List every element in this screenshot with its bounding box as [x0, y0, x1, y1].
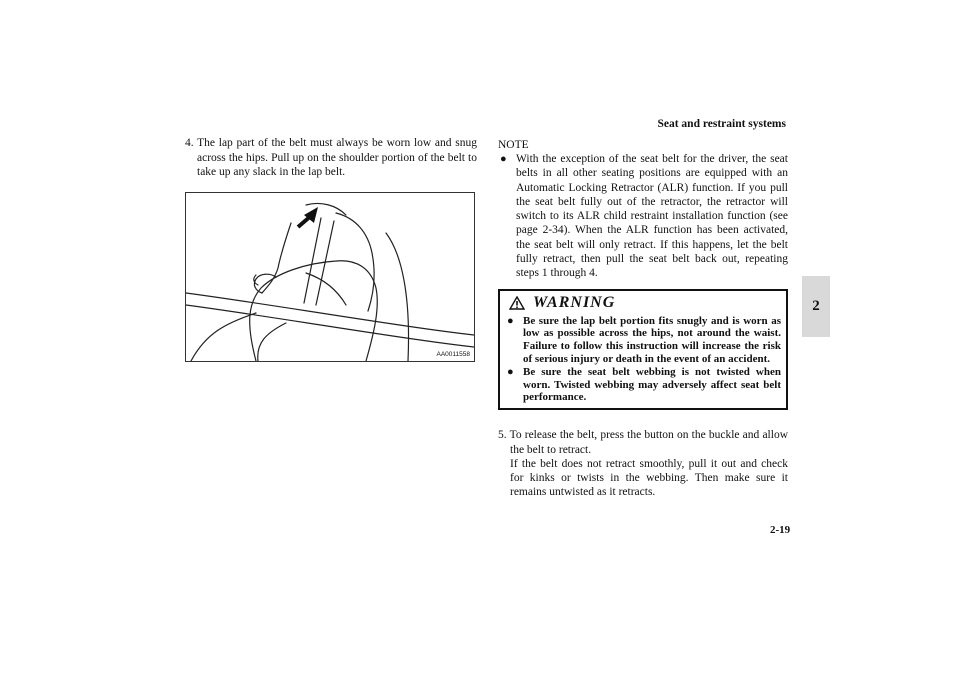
seat-belt-illustration	[185, 192, 475, 362]
seat-belt-drawing	[186, 193, 474, 361]
warning-header	[509, 294, 781, 312]
shoulder-outline	[336, 213, 374, 311]
step-5	[498, 428, 788, 499]
seat-edge	[386, 233, 409, 361]
page-number: 2-19	[770, 524, 791, 536]
bullet-icon: ●	[500, 153, 507, 165]
note-bullet-text: With the exception of the seat belt for the driver, the seat belts in all other seating positions are equipped with an Automatic Locking Retractor (ALR) function. If you pull the seat belt fully out of the retractor, the retractor will switch to its ALR child restraint installation function (see page 2-34). When the ALR function has been activated, the seat belt will only retract. If this happens, let the belt fully retract, then pull the seat belt back out, repeating steps 1 through 4.	[516, 153, 788, 280]
lap-belt-upper	[186, 293, 474, 335]
step-5-line-2: If the belt does not retract smoothly, pull it out and check for kinks or twists in the webbing. Then make sure it remains untwisted as it retracts.	[510, 457, 788, 499]
shoulder-belt-left	[304, 218, 321, 303]
leg-outline	[191, 313, 256, 361]
warning-title: WARNING	[533, 293, 616, 311]
arm-outline	[262, 223, 291, 293]
image-code: AA0011558	[436, 351, 470, 358]
warning-bullet-text: Be sure the lap belt portion fits snugly and is worn as low as possible across the hips, not around the waist. Failure to follow this instruction will increase the risk of serious injury or death in the event of an accident.	[523, 314, 781, 366]
step-5-line-1: 5. To release the belt, press the button on the buckle and allow the belt to retract.	[498, 429, 788, 456]
note-title: NOTE	[498, 139, 529, 151]
warning-bullet-2	[505, 366, 781, 404]
warning-bullet-1	[505, 315, 781, 366]
up-arrow-icon	[298, 207, 318, 227]
warning-triangle-icon	[509, 296, 525, 310]
warning-bullet-text: Be sure the seat belt webbing is not twisted when worn. Twisted webbing may adversely affect seat belt performance.	[523, 365, 781, 404]
note-bullet	[498, 152, 788, 281]
lap-belt-lower	[186, 305, 474, 347]
bullet-icon: ●	[507, 314, 514, 327]
hip-curve	[306, 273, 346, 305]
left-column	[185, 136, 477, 180]
step-4-text: 4. The lap part of the belt must always be worn low and snug across the hips. Pull up on the shoulder portion of the belt to take up any slack in the lap belt.	[185, 137, 477, 178]
warning-box	[498, 289, 788, 411]
bullet-icon: ●	[507, 365, 514, 378]
chapter-tab	[802, 276, 830, 337]
chapter-number: 2	[812, 298, 820, 314]
page-header-title: Seat and restraint systems	[657, 118, 786, 130]
leg-outline-2	[258, 323, 286, 361]
right-column	[498, 139, 788, 500]
